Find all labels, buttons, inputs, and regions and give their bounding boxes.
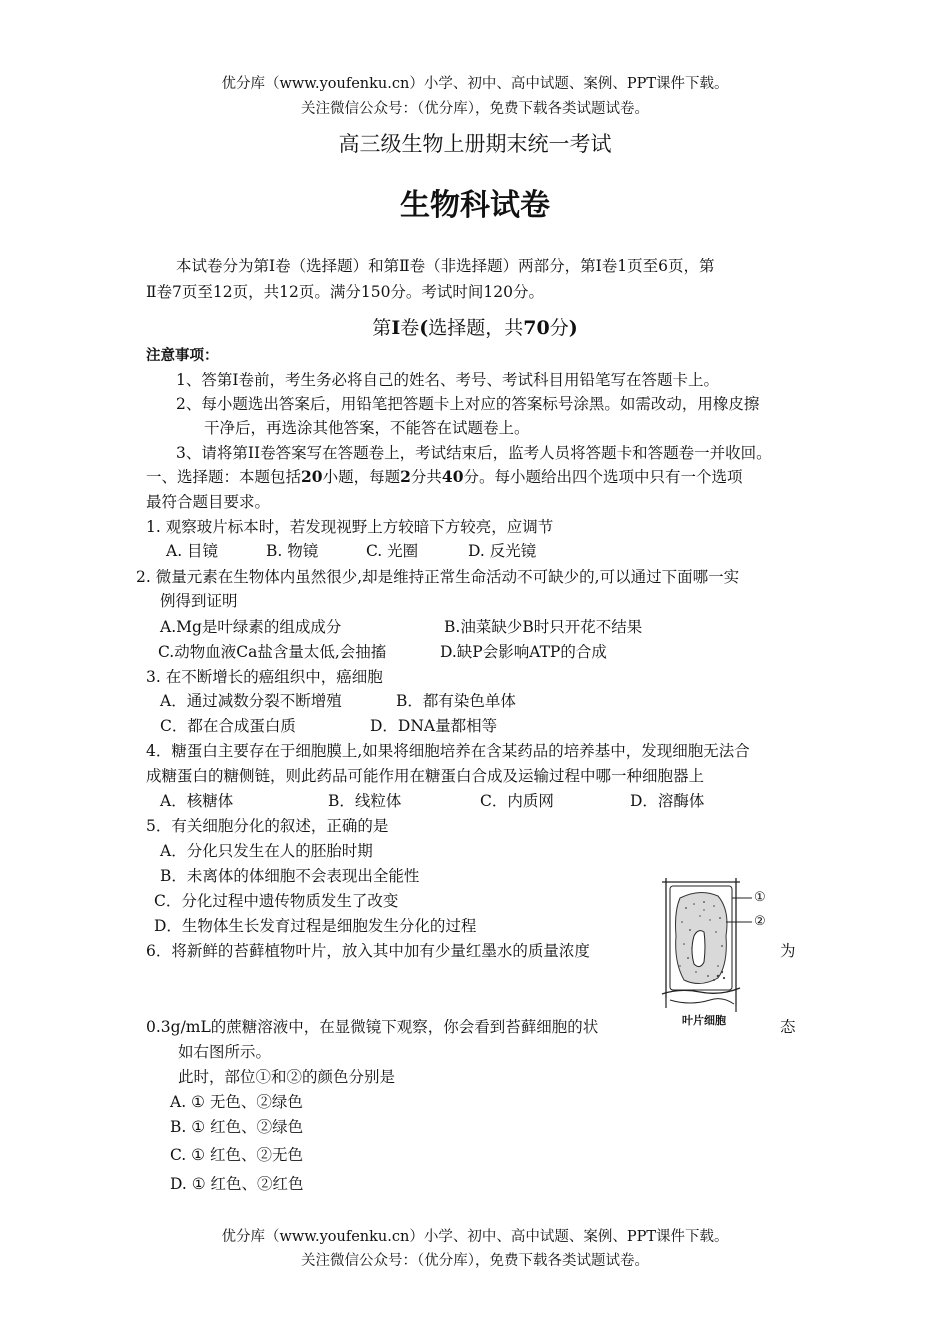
header-line-2: 关注微信公众号：（优分库），免费下载各类试题试卷。: [301, 101, 649, 117]
intro-line-2: Ⅱ卷7页至12页，共12页。满分150分。考试时间120分。: [146, 283, 545, 301]
footer-line-1: 优分库（www.youfenku.cn）小学、初中、高中试题、案例、PPT课件下载。: [221, 1229, 729, 1245]
q2-option-d: D.缺P会影响ATP的合成: [440, 643, 607, 661]
q5-option-a: A．分化只发生在人的胚胎时期: [160, 842, 373, 860]
section-heading-f: 70: [523, 317, 550, 339]
q6-stem-line-1: 6．将新鲜的苔藓植物叶片，放入其中加有少量红墨水的质量浓度: [146, 942, 590, 960]
exam-subtitle: 高三级生物上册期末统一考试: [338, 132, 612, 156]
exam-title: 生物科试卷: [400, 188, 550, 223]
q5-option-d: D．生物体生长发育过程是细胞发生分化的过程: [154, 917, 477, 935]
q1-stem: 1. 观察玻片标本时，若发现视野上方较暗下方较亮，应调节: [146, 518, 554, 536]
section-heading-c: 卷: [400, 317, 420, 339]
part-intro-line-2: 最符合题目要求。: [146, 493, 271, 511]
header-line-1: 优分库（www.youfenku.cn）小学、初中、高中试题、案例、PPT课件下载。: [221, 76, 729, 92]
q6-option-b: B. ① 红色、②绿色: [170, 1118, 304, 1136]
figure-caption: 叶片细胞: [682, 1014, 726, 1027]
q6-option-d: D. ① 红色、②红色: [170, 1175, 304, 1193]
q4-stem-line-1: 4．糖蛋白主要存在于细胞膜上,如果将细胞培养在含某药品的培养基中，发现细胞无法合: [146, 742, 750, 760]
q4-stem-line-2: 成糖蛋白的糖侧链，则此药品可能作用在糖蛋白合成及运输过程中哪一种细胞器上: [146, 767, 705, 785]
section-heading-h: ): [568, 317, 578, 339]
notice-1: 1、答第I卷前，考生务必将自己的姓名、考号、考试科目用铅笔写在答题卡上。: [176, 371, 719, 389]
q1-option-c: C. 光圈: [366, 542, 419, 560]
q6-stem-line-2: 0.3g/mL的蔗糖溶液中，在显微镜下观察，你会看到苔藓细胞的状: [146, 1018, 599, 1036]
q6-stem-line-2-end: 态: [780, 1018, 796, 1036]
leaf-cell-diagram: [660, 876, 792, 1036]
section-heading-e: 选择题，共: [428, 317, 524, 339]
q6-stem-line-3: 如右图所示。: [178, 1043, 272, 1061]
q4-option-a: A．核糖体: [160, 792, 234, 810]
leaf-cell-figure: [660, 876, 792, 1036]
section-heading-g: 分: [549, 317, 569, 339]
q6-stem-line-4: 此时，部位①和②的颜色分别是: [178, 1068, 396, 1086]
q3-option-c: C．都在合成蛋白质: [160, 717, 296, 735]
q5-option-c: C．分化过程中遗传物质发生了改变: [154, 892, 399, 910]
intro-line-1: 本试卷分为第Ⅰ卷（选择题）和第Ⅱ卷（非选择题）两部分，第Ⅰ卷1页至6页，第: [176, 257, 715, 275]
q2-option-a: A.Mg是叶绿素的组成成分: [160, 618, 342, 636]
q3-option-b: B．都有染色单体: [396, 692, 516, 710]
part-intro-d: 2: [400, 467, 411, 486]
q1-option-a: A. 目镜: [166, 542, 219, 560]
q4-option-c: C．内质网: [480, 792, 554, 810]
part-intro-c: 小题，每题: [322, 468, 401, 486]
section-heading-a: 第: [372, 317, 392, 339]
footer-line-2: 关注微信公众号：（优分库），免费下载各类试题试卷。: [301, 1253, 649, 1269]
part-intro-g: 分。每小题给出四个选项中只有一个选项: [463, 468, 743, 486]
q1-option-b: B. 物镜: [266, 542, 319, 560]
notice-3: 3、请将第II卷答案写在答题卷上，考试结束后，监考人员将答题卡和答题卷一并收回。: [176, 444, 772, 462]
q3-stem: 3. 在不断增长的癌组织中，癌细胞: [146, 668, 383, 686]
q2-stem-line-2: 例得到证明: [160, 592, 238, 610]
part-intro-e: 分共: [410, 468, 442, 486]
q5-option-b: B．未离体的体细胞不会表现出全能性: [160, 867, 420, 885]
part-intro-a: 一、选择题：本题包括: [146, 468, 302, 486]
q1-option-d: D. 反光镜: [468, 542, 537, 560]
q4-option-b: B．线粒体: [328, 792, 402, 810]
q3-option-a: A．通过减数分裂不断增殖: [160, 692, 342, 710]
notice-2-cont: 干净后，再选涂其他答案，不能答在试题卷上。: [204, 419, 530, 437]
section-heading-d: (: [419, 317, 429, 339]
section-heading: [0, 314, 950, 342]
q6-stem-line-1-end: 为: [780, 942, 796, 960]
q6-option-a: A. ① 无色、②绿色: [170, 1093, 303, 1111]
q2-option-c: C.动物血液Ca盐含量太低,会抽搐: [158, 643, 387, 661]
q4-option-d: D．溶酶体: [630, 792, 705, 810]
q6-option-c: C. ① 红色、②无色: [170, 1146, 303, 1164]
part-intro-line-1: [146, 466, 743, 488]
part-intro-f: 40: [441, 467, 464, 486]
q2-option-b: B.油菜缺少B时只开花不结果: [444, 618, 643, 636]
q3-option-d: D．DNA量都相等: [370, 717, 498, 735]
q5-stem: 5．有关细胞分化的叙述，正确的是: [146, 817, 389, 835]
notice-title: 注意事项：: [146, 347, 219, 364]
part-intro-b: 20: [301, 467, 323, 486]
notice-2: 2、每小题选出答案后，用铅笔把答题卡上对应的答案标号涂黑。如需改动，用橡皮擦: [176, 395, 760, 413]
figure-mark-1: ①: [754, 890, 766, 905]
q2-stem-line-1: 2. 微量元素在生物体内虽然很少,却是维持正常生命活动不可缺少的,可以通过下面哪一实: [136, 568, 740, 586]
figure-mark-2: ②: [754, 914, 766, 929]
section-heading-b: I: [391, 317, 401, 339]
